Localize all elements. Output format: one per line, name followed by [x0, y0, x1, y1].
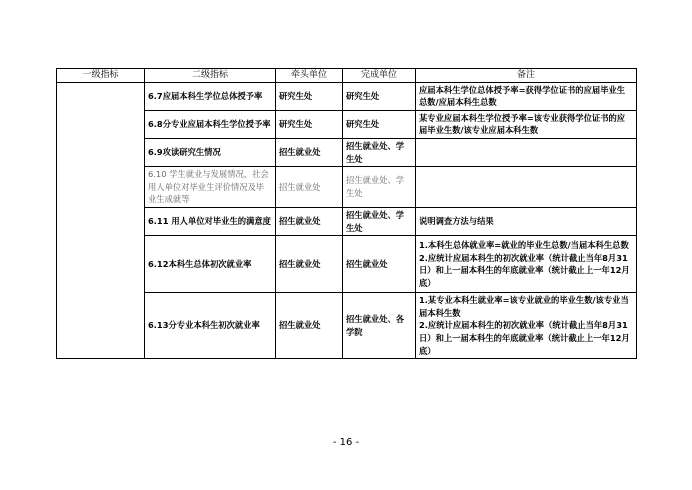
- lead-unit-cell: 研究生处: [276, 82, 343, 110]
- table-row: [57, 82, 637, 110]
- second-level-indicator-cell: 6.10 学生就业与发展情况，社会用人单位对毕业生评价情况及毕业生成就等: [145, 167, 276, 208]
- remarks-cell: [416, 167, 637, 208]
- header-second-level-indicator: 二级指标: [145, 69, 276, 83]
- completing-unit-cell: 研究生处: [343, 82, 416, 110]
- remark-line: 2.应统计应届本科生的初次就业率（统计截止当年8月31日）和上一届本科生的年底就业率（统计截止上一年12月底）: [419, 320, 630, 356]
- first-level-indicator-cell: [57, 82, 145, 359]
- remarks-cell: [416, 293, 637, 359]
- second-level-indicator-cell: 6.9攻读研究生情况: [145, 138, 276, 166]
- remarks-cell: [416, 138, 637, 166]
- header-remarks: 备注: [416, 69, 637, 83]
- lead-unit-cell: 招生就业处: [276, 167, 343, 208]
- lead-unit-cell: 招生就业处: [276, 207, 343, 235]
- second-level-indicator-cell: 6.7应届本科生学位总体授予率: [145, 82, 276, 110]
- lead-unit-cell: 研究生处: [276, 110, 343, 138]
- header-completing-unit: 完成单位: [343, 69, 416, 83]
- remarks-cell: [416, 82, 637, 110]
- remark-line: 1.某专业本科生就业率=该专业就业的毕业生数/该专业当届本科生数: [419, 295, 629, 318]
- lead-unit-cell: 招生就业处: [276, 236, 343, 293]
- lead-unit-cell: 招生就业处: [276, 138, 343, 166]
- completing-unit-cell: 研究生处: [343, 110, 416, 138]
- completing-unit-cell: 招生就业处、各学院: [343, 293, 416, 359]
- completing-unit-cell: 招生就业处、学生处: [343, 167, 416, 208]
- remarks-cell: [416, 236, 637, 293]
- remark-line: 2.应统计应届本科生的初次就业率（统计截止当年8月31日）和上一届本科生的年底就业率（统计截止上一年12月底）: [419, 252, 630, 288]
- remarks-cell: [416, 110, 637, 138]
- second-level-indicator-cell: 6.12本科生总体初次就业率: [145, 236, 276, 293]
- completing-unit-cell: 招生就业处、学生处: [343, 138, 416, 166]
- header-first-level-indicator: 一级指标: [57, 69, 145, 83]
- remark-line: 某专业应届本科生学位授予率=该专业获得学位证书的应届毕业生数/该专业应届本科生数: [419, 112, 626, 136]
- lead-unit-cell: 招生就业处: [276, 293, 343, 359]
- second-level-indicator-cell: 6.13分专业本科生初次就业率: [145, 293, 276, 359]
- second-level-indicator-cell: 6.11 用人单位对毕业生的满意度: [145, 207, 276, 235]
- completing-unit-cell: 招生就业处: [343, 236, 416, 293]
- header-lead-unit: 牵头单位: [276, 69, 343, 83]
- table-body: [57, 82, 637, 359]
- remark-line: 1.本科生总体就业率=就业的毕业生总数/当届本科生总数: [419, 239, 629, 250]
- page-number: - 16 -: [332, 437, 360, 448]
- second-level-indicator-cell: 6.8分专业应届本科生学位授予率: [145, 110, 276, 138]
- indicator-table: [56, 68, 637, 359]
- remark-line: 应届本科生学位总体授予率=获得学位证书的应届毕业生总数/应届本科生总数: [419, 84, 626, 108]
- remark-line: 说明调查方法与结果: [419, 216, 494, 227]
- table-header-row: [57, 69, 637, 83]
- remarks-cell: [416, 207, 637, 235]
- completing-unit-cell: 招生就业处、学生处: [343, 207, 416, 235]
